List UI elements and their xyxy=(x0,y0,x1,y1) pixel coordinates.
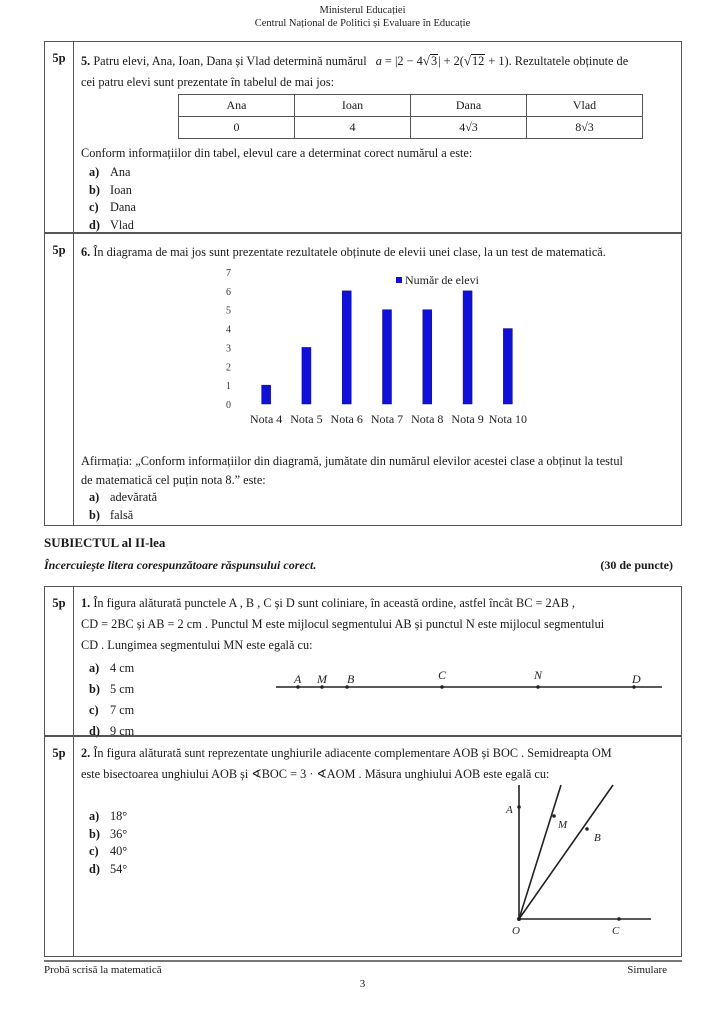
option-c[interactable]: c) Dana xyxy=(89,200,136,214)
x-tick-label: Nota 10 xyxy=(488,412,528,426)
point-m xyxy=(552,814,556,818)
point-c xyxy=(617,917,621,921)
point-c xyxy=(440,685,444,689)
table-cell: 8√3 xyxy=(527,117,643,139)
point-a xyxy=(517,805,521,809)
problem-5-statement: 5. Patru elevi, Ana, Ioan, Dana și Vlad determină numărul a = |2 − 4√3| + 2(√12 + 1). Rezultatele obținute de xyxy=(81,53,629,68)
x-tick-label: Nota 9 xyxy=(451,412,484,426)
s2-problem-1-line3: CD . Lungimea segmentului MN este egală cu: xyxy=(81,638,313,652)
problem-5-line2: cei patru elevi sunt prezentate în tabelul de mai jos: xyxy=(81,75,335,89)
s2-problem-1-box xyxy=(44,586,682,736)
center-name: Centrul Național de Politici și Evaluare în Educație xyxy=(254,18,471,29)
statement-line1: Afirmația: „Conform informațiilor din diagramă, jumătate din numărul elevilor acestei clase a obținut la testul xyxy=(81,454,623,468)
table-cell: 0 xyxy=(179,117,295,139)
s2-problem-1-points: 5p xyxy=(45,587,74,735)
option-c[interactable]: c) 40° xyxy=(89,844,128,858)
y-tick-label: 0 xyxy=(226,400,231,411)
bar-nota-7 xyxy=(383,310,392,404)
problem-6-points: 5p xyxy=(45,234,74,525)
ray-om xyxy=(519,785,561,919)
table-header-cell: Vlad xyxy=(527,95,643,117)
x-tick-label: Nota 7 xyxy=(370,412,404,426)
s2-problem-2-line2: este bisectoarea unghiului AOB și ∢BOC = 3 · ∢AOM . Măsura unghiului AOB este egală cu: xyxy=(81,767,550,781)
table-header-cell: Dana xyxy=(411,95,527,117)
option-b[interactable]: b) 5 cm xyxy=(89,682,135,696)
label-b: B xyxy=(347,672,355,686)
statement-line2: de matematică cel puțin nota 8.” este: xyxy=(81,473,266,487)
option-d[interactable]: d) 9 cm xyxy=(89,724,135,738)
bar-nota-5 xyxy=(302,347,311,404)
table-header-cell: Ana xyxy=(179,95,295,117)
problem-5-options xyxy=(89,164,673,234)
table-cell: 4√3 xyxy=(411,117,527,139)
s2-problem-2-box xyxy=(44,736,682,957)
bar-nota-10 xyxy=(503,329,512,404)
label-m: M xyxy=(558,819,568,831)
collinear-points-figure xyxy=(272,667,672,697)
page-header xyxy=(0,4,725,30)
footer-exam-name: Probă scrisă la matematică xyxy=(44,964,162,976)
point-o xyxy=(517,917,521,921)
s2-problem-2-points: 5p xyxy=(45,737,74,956)
table-row xyxy=(179,117,643,139)
bar-nota-4 xyxy=(262,385,271,404)
point-n xyxy=(536,685,540,689)
bar-chart xyxy=(212,266,532,436)
y-tick-label: 5 xyxy=(226,305,231,317)
x-tick-label: Nota 8 xyxy=(411,412,444,426)
problem-6-statement: 6. În diagrama de mai jos sunt prezentate rezultatele obținute de elevii unei clase, la un test de matematică. xyxy=(81,245,606,259)
label-o: O xyxy=(512,925,520,937)
problem-6-options xyxy=(89,489,673,524)
y-tick-label: 1 xyxy=(226,381,231,393)
option-a[interactable]: a) 18° xyxy=(89,809,128,823)
bar-nota-6 xyxy=(342,291,351,404)
problem-5-box xyxy=(44,41,682,233)
s2-problem-1-line2: CD = 2BC și AB = 2 cm . Punctul M este mijlocul segmentului AB și punctul N este mijlocul segmentului xyxy=(81,617,605,631)
table-header-cell: Ioan xyxy=(295,95,411,117)
y-tick-label: 7 xyxy=(226,268,231,279)
y-tick-label: 2 xyxy=(226,362,231,374)
label-a: A xyxy=(506,804,513,816)
label-m: M xyxy=(317,672,327,686)
problem-5-number: 5. xyxy=(81,54,91,68)
y-tick-label: 4 xyxy=(226,324,231,336)
s2-problem-1-line1: 1. În figura alăturată punctele A , B , C și D sunt coliniare, în această ordine, astfel încât BC = 2AB , xyxy=(81,596,575,610)
ministry-name: Ministerul Educației xyxy=(319,5,406,16)
y-tick-label: 3 xyxy=(226,343,231,355)
label-d: D xyxy=(632,672,641,686)
footer-divider xyxy=(44,960,682,962)
problem-6-number: 6. xyxy=(81,245,91,259)
bar-nota-9 xyxy=(463,291,472,404)
point-b xyxy=(585,827,589,831)
x-tick-label: Nota 6 xyxy=(330,412,363,426)
table-header-row xyxy=(179,95,643,117)
table-cell: 4 xyxy=(295,117,411,139)
option-b[interactable]: b) Ioan xyxy=(89,182,132,197)
problem-5-points: 5p xyxy=(45,42,74,232)
angles-figure xyxy=(496,781,676,951)
ray-ob xyxy=(519,785,613,919)
section-title: SUBIECTUL al II-lea xyxy=(44,535,166,550)
x-tick-label: Nota 5 xyxy=(290,412,323,426)
problem-5-formula: a = |2 − 4√3| + 2(√12 + 1) xyxy=(375,53,509,68)
option-c[interactable]: c) 7 cm xyxy=(89,703,135,717)
option-a[interactable]: a) adevărată xyxy=(89,490,158,504)
option-d[interactable]: d) Vlad xyxy=(89,217,134,232)
bar-nota-8 xyxy=(423,310,432,404)
results-table xyxy=(178,94,643,139)
label-c: C xyxy=(612,925,620,937)
option-d[interactable]: d) 54° xyxy=(89,861,128,876)
label-c: C xyxy=(438,668,447,682)
problem-6-box xyxy=(44,233,682,526)
option-a[interactable]: a) Ana xyxy=(89,165,131,179)
page-number: 3 xyxy=(359,978,366,990)
footer-exam-type: Simulare xyxy=(627,964,667,976)
label-n: N xyxy=(534,668,543,682)
label-b: B xyxy=(594,832,601,844)
y-tick-label: 6 xyxy=(226,286,231,298)
chart-legend xyxy=(396,273,480,287)
x-tick-label: Nota 4 xyxy=(249,412,283,426)
section-points: (30 de puncte) xyxy=(600,558,673,572)
option-b[interactable]: b) 36° xyxy=(89,826,128,841)
legend-swatch xyxy=(396,277,402,283)
label-a: A xyxy=(294,672,302,686)
problem-5-question: Conform informațiilor din tabel, elevul care a determinat corect numărul a este: xyxy=(81,146,473,160)
option-b[interactable]: b) falsă xyxy=(89,507,134,522)
legend-label: Număr de elevi xyxy=(405,273,479,287)
section-instruction: Încercuiește litera corespunzătoare răspunsului corect. xyxy=(44,558,317,572)
s2-problem-2-line1: 2. În figura alăturată sunt reprezentate unghiurile adiacente complementare AOB și BOC . Semidreapta OM xyxy=(81,746,612,760)
option-a[interactable]: a) 4 cm xyxy=(89,661,135,675)
